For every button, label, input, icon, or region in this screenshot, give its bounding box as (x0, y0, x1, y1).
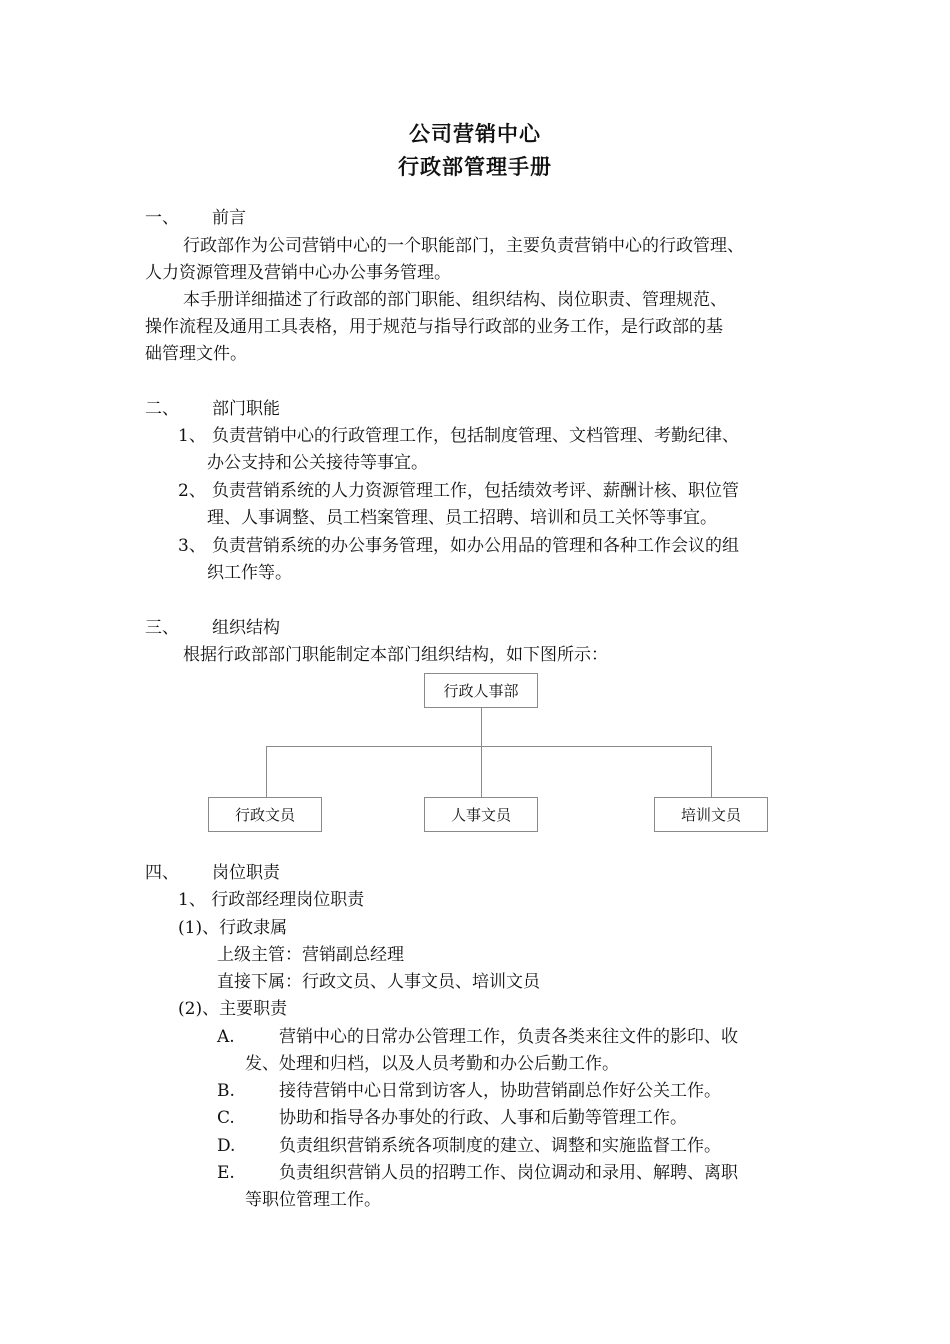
duty-e-letter: E. (217, 1163, 235, 1183)
s4-sub1: 1、 行政部经理岗位职责 (178, 890, 365, 910)
section-1-number: 一、 (145, 208, 179, 228)
section-2-title: 部门职能 (212, 399, 280, 419)
s2-item2-no: 2、 (178, 481, 206, 501)
s1-para1-line2: 人力资源管理及营销中心办公事务管理。 (145, 263, 451, 283)
section-2-number: 二、 (145, 399, 179, 419)
section-4-title: 岗位职责 (212, 863, 280, 883)
s2-item1-line2: 办公支持和公关接待等事宜。 (207, 453, 428, 473)
s4-p1: (1)、行政隶属 (178, 918, 288, 938)
org-connector-right (711, 746, 712, 797)
s1-para2-line2: 操作流程及通用工具表格，用于规范与指导行政部的业务工作，是行政部的基 (145, 317, 723, 337)
s1-para2-line1: 本手册详细描述了行政部的部门职能、组织结构、岗位职责、管理规范、 (183, 290, 727, 310)
doc-title-line-1: 公司营销中心 (409, 121, 541, 146)
duty-c-line1: 协助和指导各办事处的行政、人事和后勤等管理工作。 (279, 1108, 687, 1128)
duty-a-line1: 营销中心的日常办公管理工作，负责各类来往文件的影印、收 (279, 1027, 738, 1047)
org-node-root: 行政人事部 (424, 673, 538, 708)
org-connector-left (266, 746, 267, 797)
org-node-child-1: 行政文员 (208, 797, 322, 832)
duty-d-line1: 负责组织营销系统各项制度的建立、调整和实施监督工作。 (279, 1136, 721, 1156)
section-1-title: 前言 (212, 208, 246, 228)
duty-d-letter: D. (217, 1136, 236, 1156)
s1-para1-line1: 行政部作为公司营销中心的一个职能部门，主要负责营销中心的行政管理、 (183, 236, 744, 256)
duty-e-line1: 负责组织营销人员的招聘工作、岗位调动和录用、解聘、离职 (279, 1163, 738, 1183)
org-connector-middle (481, 746, 482, 797)
s2-item2-line2: 理、人事调整、员工档案管理、员工招聘、培训和员工关怀等事宜。 (207, 508, 717, 528)
s4-superior: 上级主管：营销副总经理 (217, 945, 404, 965)
section-4-number: 四、 (145, 863, 179, 883)
s3-intro: 根据行政部部门职能制定本部门组织结构，如下图所示： (183, 645, 608, 665)
duty-c-letter: C. (217, 1108, 235, 1128)
duty-b-letter: B. (217, 1081, 235, 1101)
s2-item2-line1: 负责营销系统的人力资源管理工作，包括绩效考评、薪酬计核、职位管 (212, 481, 739, 501)
org-connector-horizontal (266, 746, 712, 747)
duty-a-line2: 发、处理和归档，以及人员考勤和办公后勤工作。 (245, 1054, 619, 1074)
s2-item3-no: 3、 (178, 536, 206, 556)
duty-b-line1: 接待营销中心日常到访客人，协助营销副总作好公关工作。 (279, 1081, 721, 1101)
duty-e-line2: 等职位管理工作。 (245, 1190, 381, 1210)
s1-para2-line3: 础管理文件。 (145, 344, 247, 364)
section-3-number: 三、 (145, 618, 179, 638)
s4-p2: (2)、主要职责 (178, 999, 288, 1019)
org-node-child-2: 人事文员 (424, 797, 538, 832)
s2-item1-no: 1、 (178, 426, 206, 446)
org-node-child-3: 培训文员 (654, 797, 768, 832)
duty-a-letter: A. (217, 1027, 235, 1047)
org-connector-root (481, 708, 482, 747)
s4-subordinates: 直接下属：行政文员、人事文员、培训文员 (217, 972, 540, 992)
section-3-title: 组织结构 (212, 618, 280, 638)
s2-item3-line1: 负责营销系统的办公事务管理，如办公用品的管理和各种工作会议的组 (212, 536, 739, 556)
s2-item1-line1: 负责营销中心的行政管理工作，包括制度管理、文档管理、考勤纪律、 (212, 426, 739, 446)
doc-title-line-2: 行政部管理手册 (398, 154, 552, 179)
s2-item3-line2: 织工作等。 (207, 563, 292, 583)
